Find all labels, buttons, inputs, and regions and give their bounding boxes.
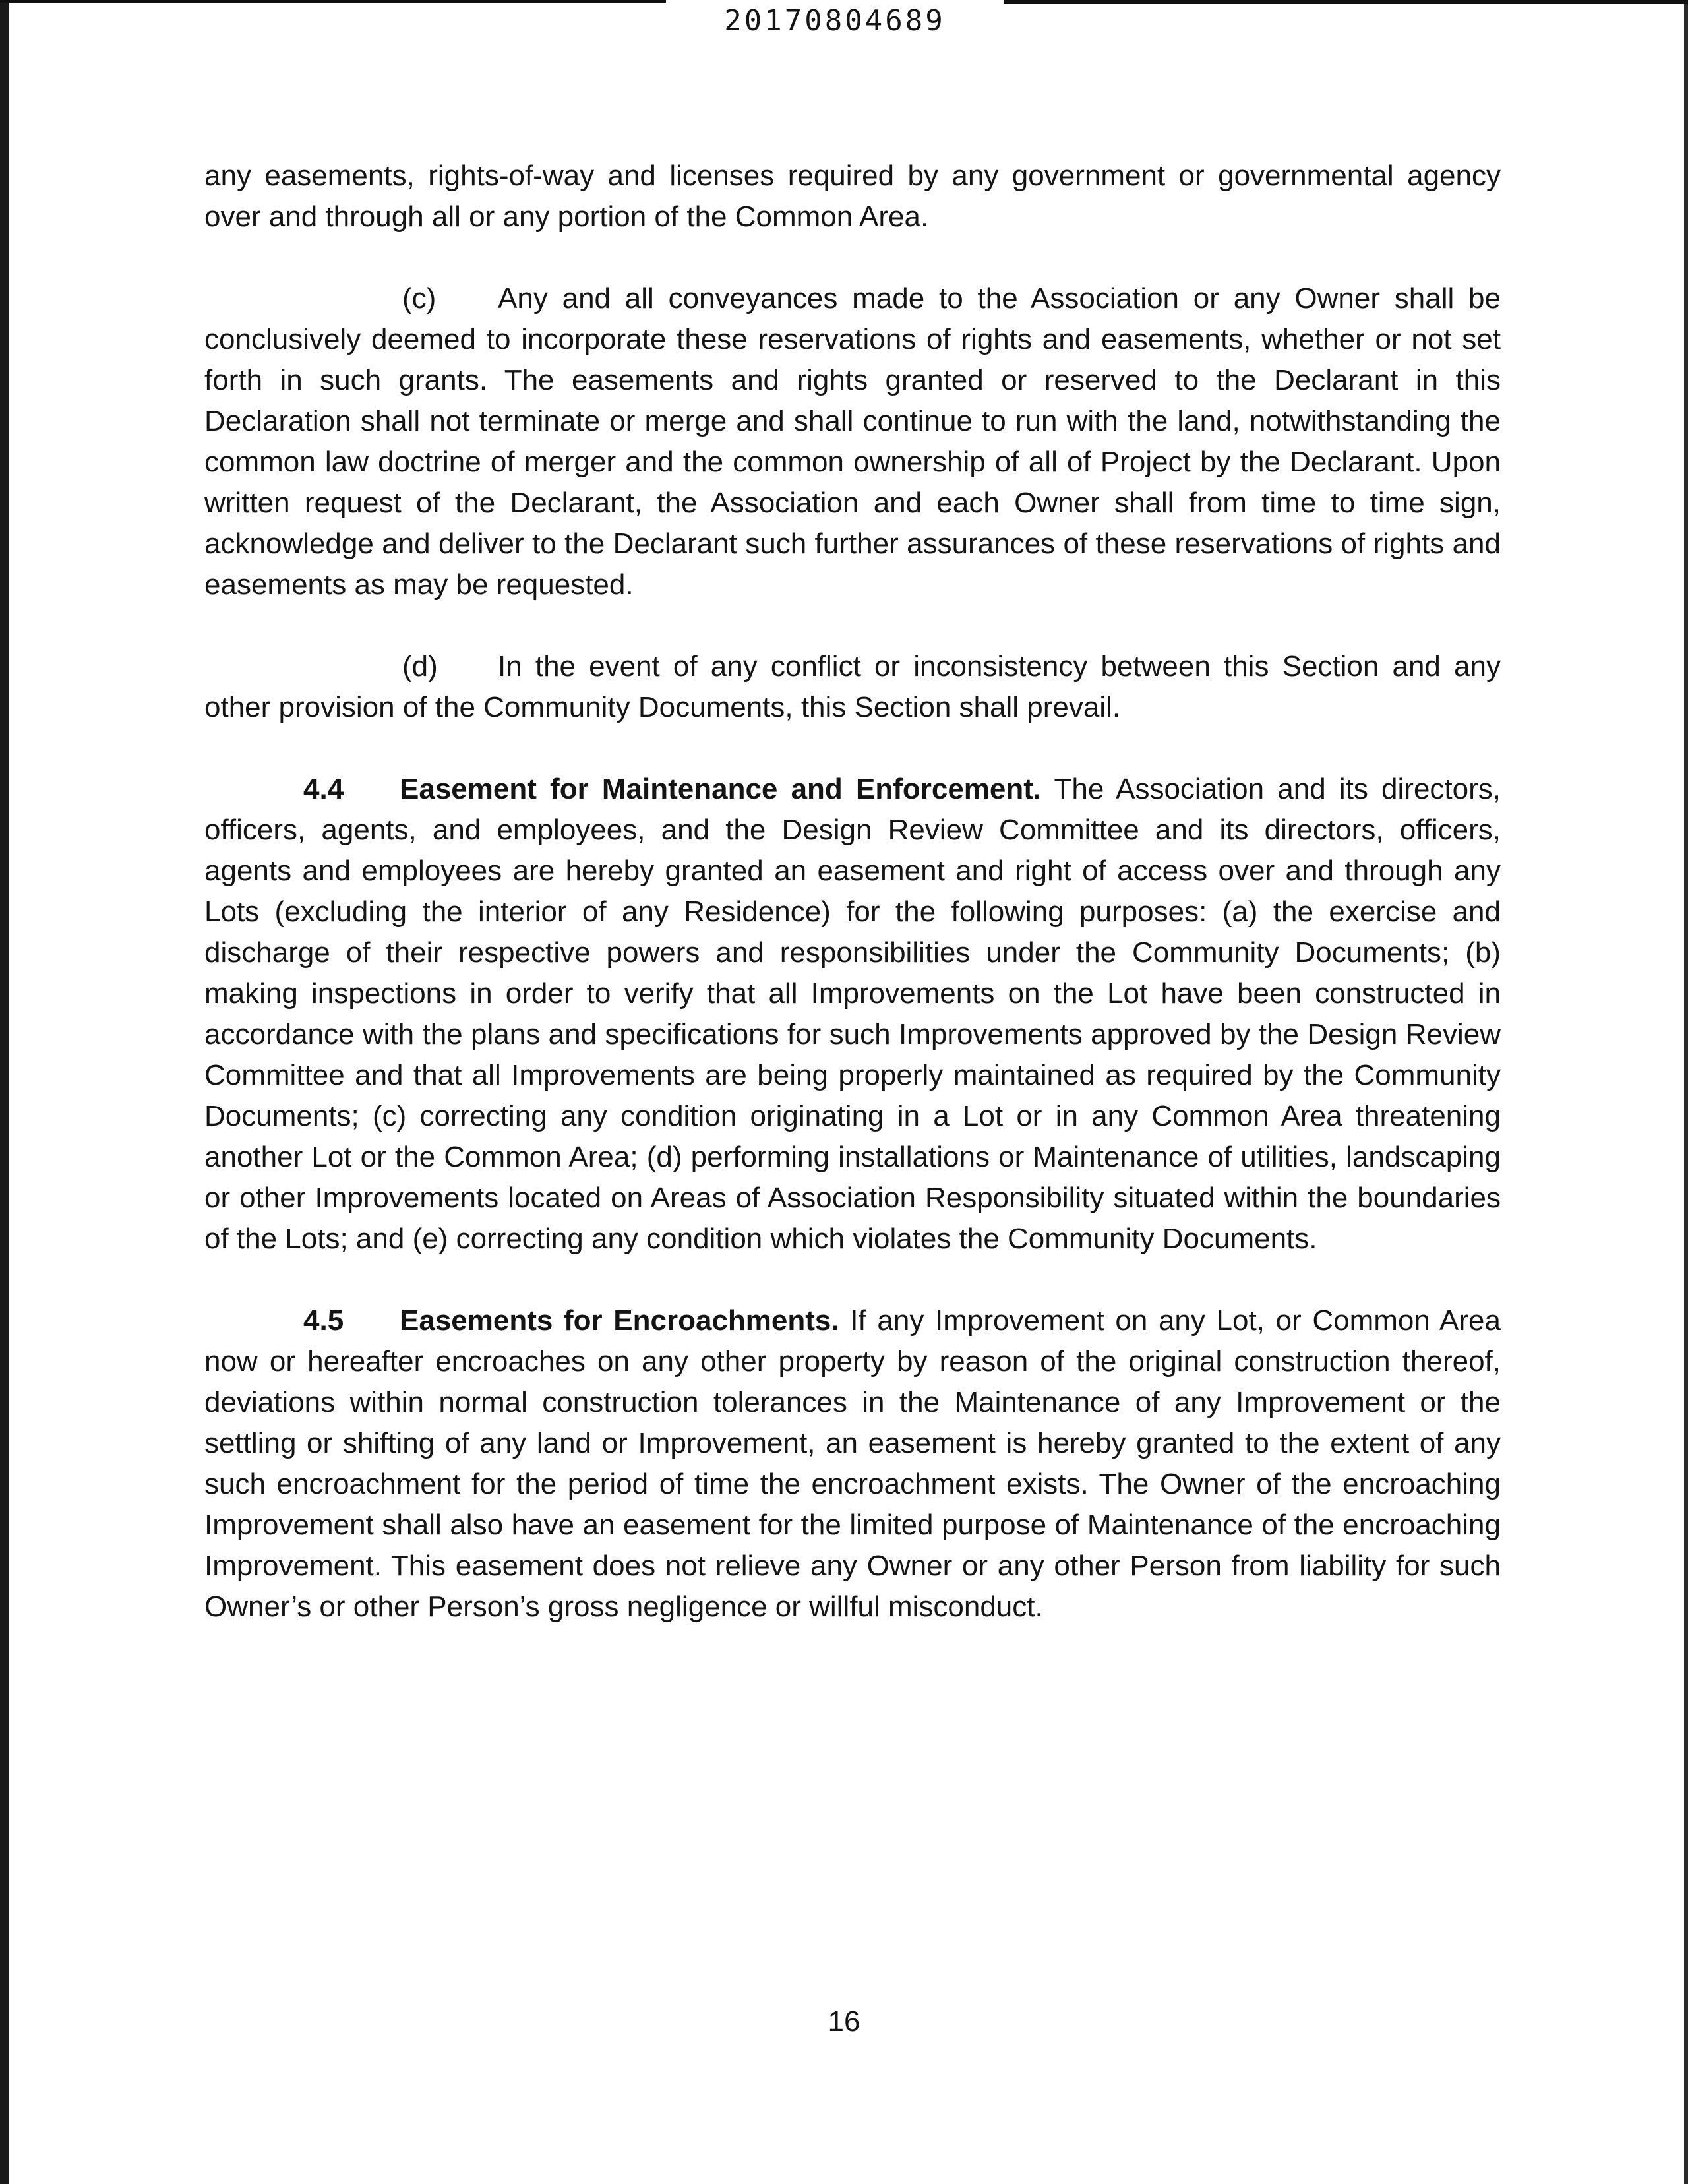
recording-number: 20170804689	[724, 4, 946, 38]
document-body	[204, 156, 1501, 1668]
subsection-c-text: Any and all conveyances made to the Association or any Owner shall be conclusively deemed to incorporate these reservations of rights and easements, whether or not set forth in such grants. The easements and rights granted or reserved to the Declarant in this Declaration shall not terminate or merge and shall continue to run with the land, notwithstanding the common law doctrine of merger and the common ownership of all of Project by the Declarant. Upon written request of the Declarant, the Association and each Owner shall from time to time sign, acknowledge and deliver to the Declarant such further assurances of these reservations of rights and easements as may be requested.	[204, 282, 1501, 601]
scan-border-right	[1684, 0, 1688, 2184]
subsection-d-label: (d)	[402, 650, 438, 682]
section-4-4-number: 4.4	[303, 773, 344, 805]
header-rule-left	[0, 0, 666, 3]
scan-border-left	[0, 0, 9, 2184]
header-rule-right	[1004, 0, 1688, 4]
section-4-4	[204, 769, 1501, 1259]
section-4-5	[204, 1300, 1501, 1627]
subsection-c-label: (c)	[402, 282, 437, 315]
page-number: 16	[828, 2005, 860, 2038]
section-4-5-title: Easements for Encroachments.	[400, 1304, 839, 1337]
subsection-c	[204, 278, 1501, 605]
subsection-d	[204, 646, 1501, 728]
subsection-d-text: In the event of any conflict or inconsistency between this Section and any other provision of the Community Documents, this Section shall prevail.	[204, 650, 1501, 723]
continuation-paragraph: any easements, rights-of-way and licenses required by any government or governmental agency over and through all or any portion of the Common Area.	[204, 160, 1501, 233]
section-4-5-text: If any Improvement on any Lot, or Common Area now or hereafter encroaches on any other property by reason of the original construction thereof, deviations within normal construction tolerances in the Maintenance of any Improvement or the settling or shifting of any land or Improvement, an easement is hereby granted to the extent of any such encroachment for the period of time the encroachment exists. The Owner of the encroaching Improvement shall also have an easement for the limited purpose of Maintenance of the encroaching Improvement. This easement does not relieve any Owner or any other Person from liability for such Owner’s or other Person’s gross negligence or willful misconduct.	[204, 1304, 1501, 1623]
section-4-4-text: The Association and its directors, officers, agents, and employees, and the Design Review Committee and its directors, officers, agents and employees are hereby granted an easement and right of access over and through any Lots (excluding the interior of any Residence) for the following purposes: (a) the exercise and discharge of their respective powers and responsibilities under the Community Documents; (b) making inspections in order to verify that all Improvements on the Lot have been constructed in accordance with the plans and specifications for such Improvements approved by the Design Review Committee and that all Improvements are being properly maintained as required by the Community Documents; (c) correcting any condition originating in a Lot or in any Common Area threatening another Lot or the Common Area; (d) performing installations or Maintenance of utilities, landscaping or other Improvements located on Areas of Association Responsibility situated within the boundaries of the Lots; and (e) correcting any condition which violates the Community Documents.	[204, 773, 1501, 1255]
section-4-5-number: 4.5	[303, 1304, 344, 1337]
section-4-4-title: Easement for Maintenance and Enforcement.	[400, 773, 1042, 805]
